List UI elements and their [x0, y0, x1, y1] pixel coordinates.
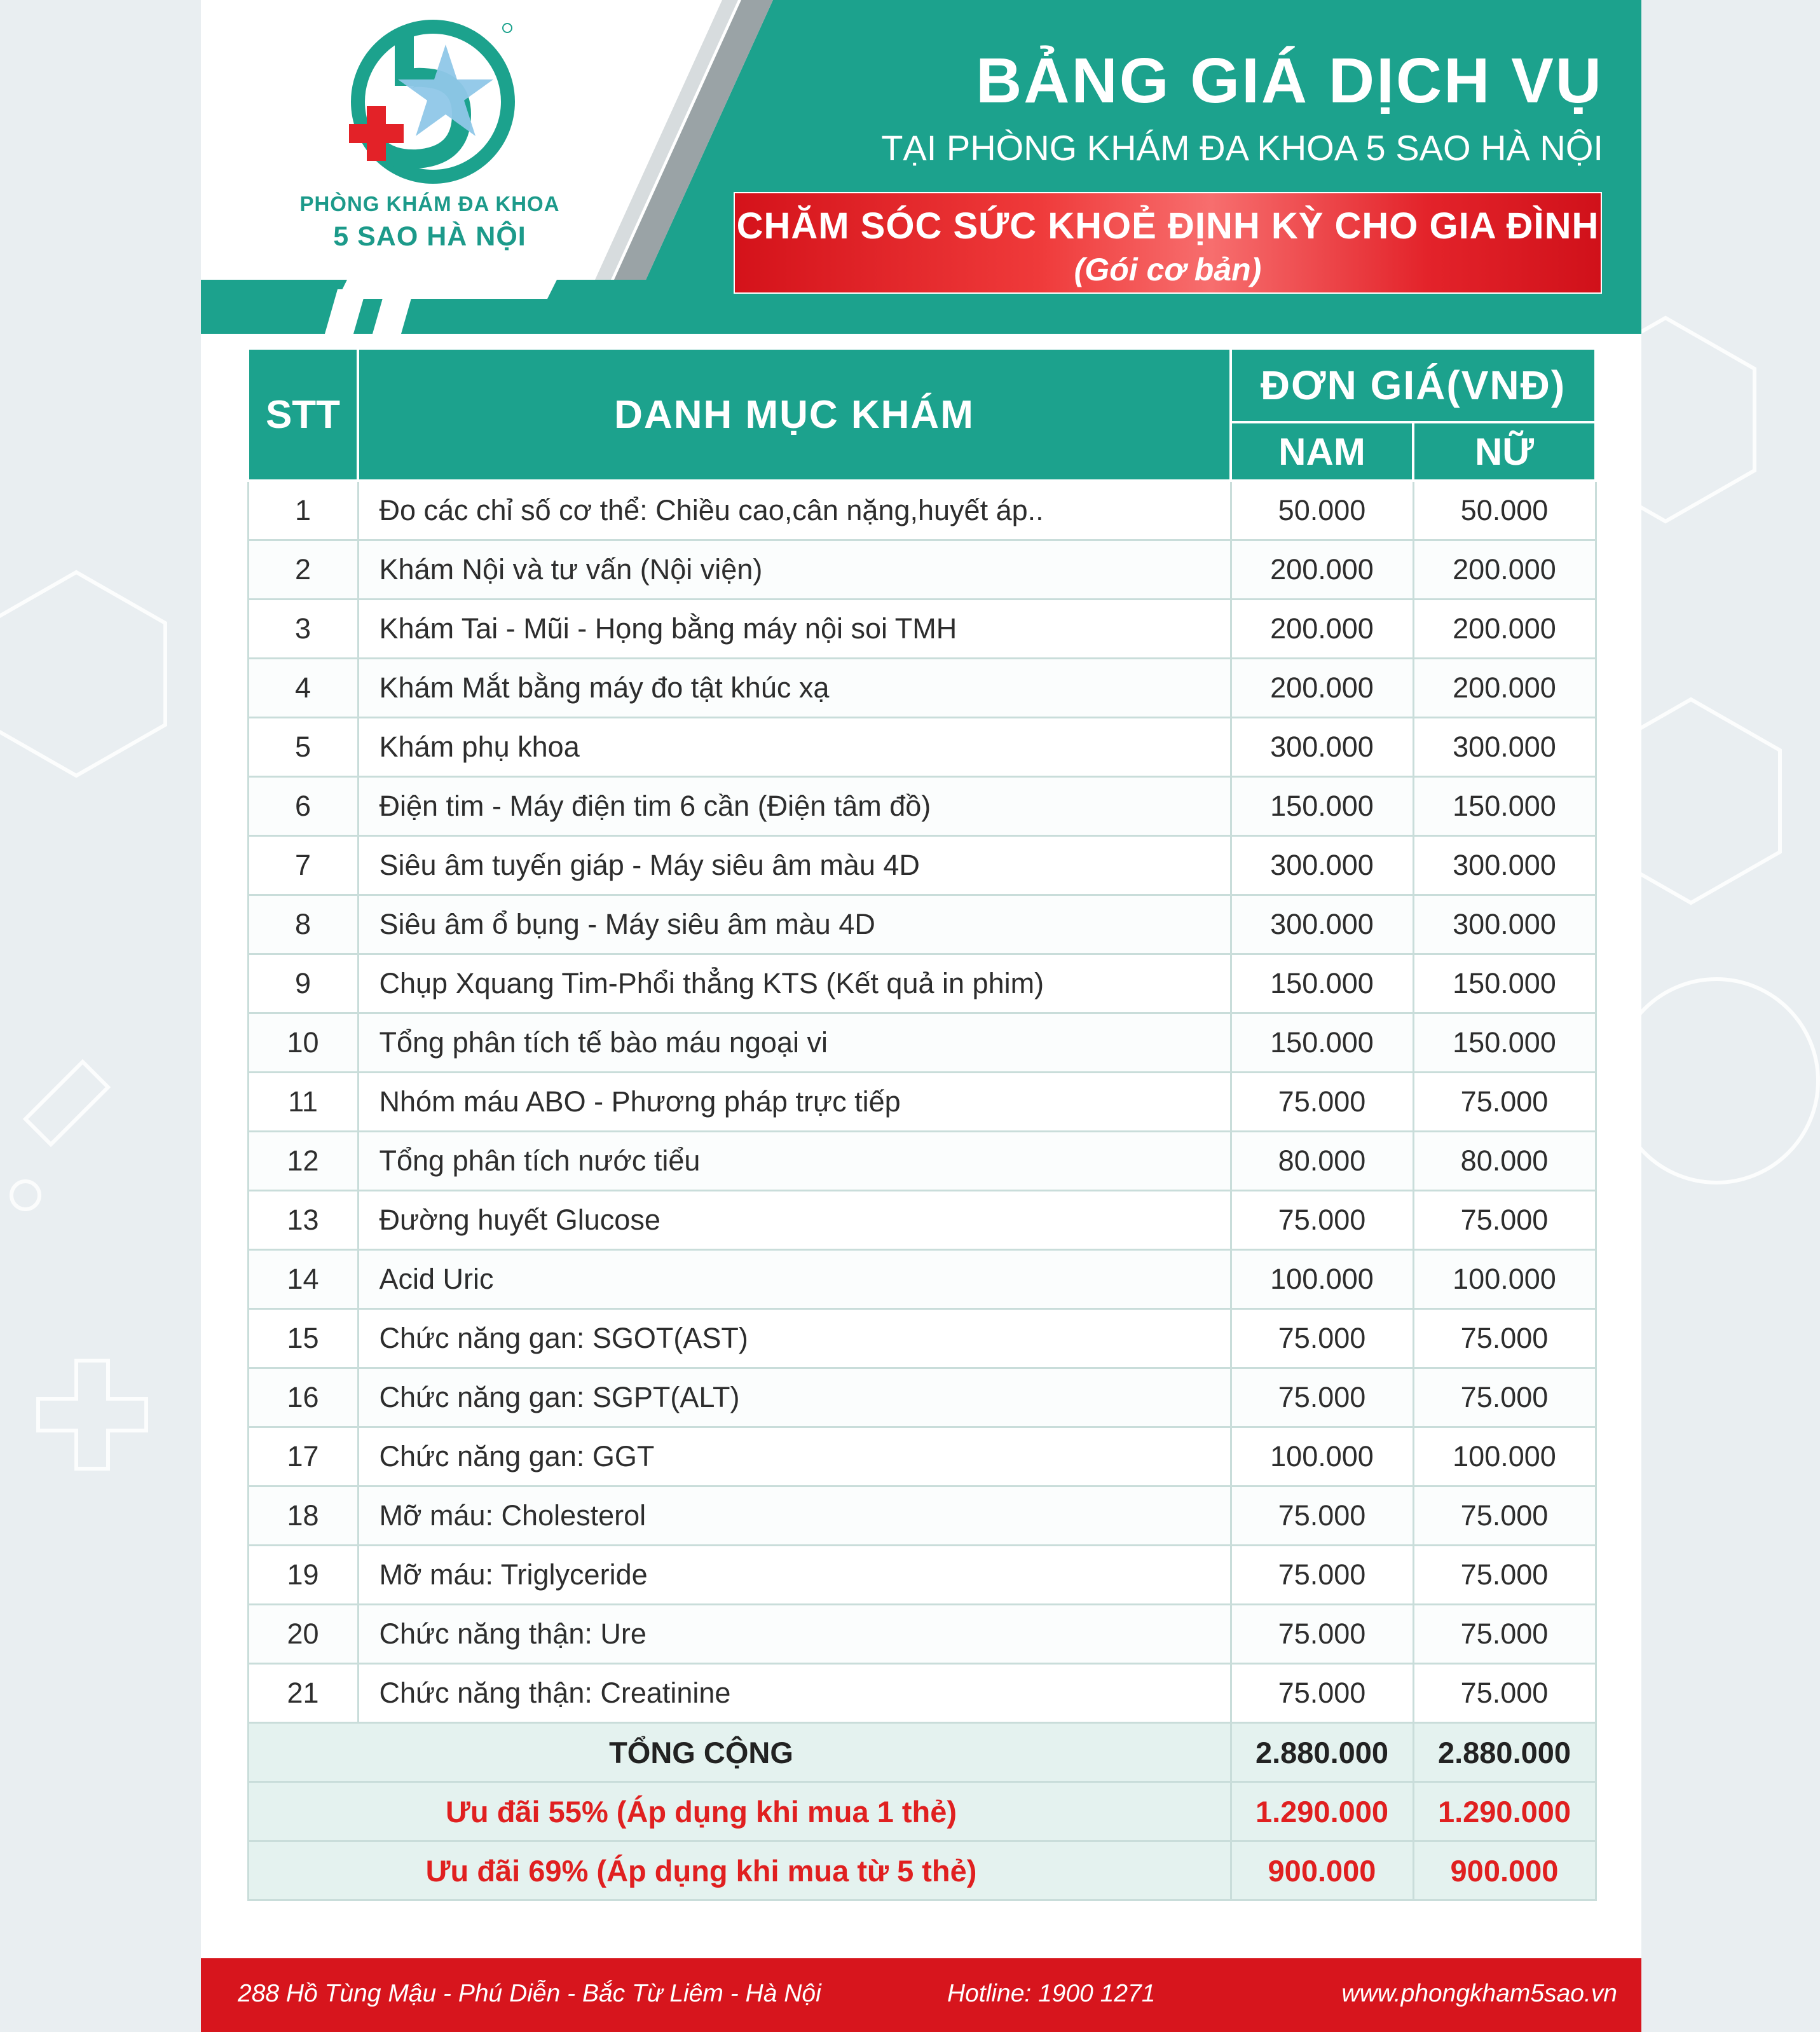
- promo-price-male: 900.000: [1231, 1841, 1413, 1900]
- row-service: Điện tim - Máy điện tim 6 cần (Điện tâm đồ): [358, 777, 1231, 836]
- header-stt: STT: [248, 348, 358, 481]
- row-price-female: 75.000: [1413, 1486, 1596, 1546]
- table-row: [248, 895, 1596, 954]
- header-female: NỮ: [1413, 422, 1596, 481]
- row-price-male: 200.000: [1231, 659, 1413, 718]
- row-price-male: 150.000: [1231, 954, 1413, 1013]
- logo-five-star-icon: [328, 19, 519, 191]
- table-row: [248, 1191, 1596, 1250]
- row-stt: 13: [248, 1191, 358, 1250]
- row-price-male: 75.000: [1231, 1664, 1413, 1723]
- row-price-male: 75.000: [1231, 1309, 1413, 1368]
- row-price-male: 75.000: [1231, 1486, 1413, 1546]
- total-price-male: 2.880.000: [1231, 1723, 1413, 1782]
- row-price-female: 100.000: [1413, 1250, 1596, 1309]
- footer-address: 288 Hồ Tùng Mậu - Phú Diễn - Bắc Từ Liêm - Hà Nội: [238, 1980, 821, 2007]
- row-price-female: 300.000: [1413, 718, 1596, 777]
- row-stt: 20: [248, 1605, 358, 1664]
- footer-website: www.phongkham5sao.vn: [1341, 1980, 1617, 2007]
- row-stt: 1: [248, 481, 358, 540]
- row-price-female: 300.000: [1413, 836, 1596, 895]
- row-stt: 6: [248, 777, 358, 836]
- table-row: [248, 1664, 1596, 1723]
- promo-label: Ưu đãi 55% (Áp dụng khi mua 1 thẻ): [248, 1782, 1231, 1841]
- row-service: Chức năng thận: Creatinine: [358, 1664, 1231, 1723]
- table-row: [248, 1309, 1596, 1368]
- page-title: BẢNG GIÁ DỊCH VỤ: [976, 45, 1603, 116]
- table-row: [248, 836, 1596, 895]
- row-service: Mỡ máu: Triglyceride: [358, 1546, 1231, 1605]
- table-row: [248, 1605, 1596, 1664]
- row-price-male: 75.000: [1231, 1191, 1413, 1250]
- header: [201, 0, 1641, 334]
- row-service: Siêu âm ổ bụng - Máy siêu âm màu 4D: [358, 895, 1231, 954]
- table-row: [248, 1132, 1596, 1191]
- row-price-male: 100.000: [1231, 1250, 1413, 1309]
- row-price-male: 75.000: [1231, 1546, 1413, 1605]
- row-price-male: 75.000: [1231, 1605, 1413, 1664]
- package-title: CHĂM SÓC SỨC KHOẺ ĐỊNH KỲ CHO GIA ĐÌNH: [736, 205, 1599, 247]
- table-row: [248, 1250, 1596, 1309]
- row-price-male: 75.000: [1231, 1073, 1413, 1132]
- row-price-male: 100.000: [1231, 1427, 1413, 1486]
- header-service: DANH MỤC KHÁM: [358, 348, 1231, 481]
- table-row: [248, 600, 1596, 659]
- footer: [201, 1958, 1641, 2032]
- promo-row: [248, 1782, 1596, 1841]
- row-price-female: 75.000: [1413, 1073, 1596, 1132]
- row-stt: 7: [248, 836, 358, 895]
- row-service: Khám phụ khoa: [358, 718, 1231, 777]
- row-price-female: 150.000: [1413, 954, 1596, 1013]
- row-price-female: 80.000: [1413, 1132, 1596, 1191]
- row-stt: 21: [248, 1664, 358, 1723]
- header-male: NAM: [1231, 422, 1413, 481]
- row-price-male: 200.000: [1231, 600, 1413, 659]
- row-stt: 17: [248, 1427, 358, 1486]
- row-stt: 2: [248, 540, 358, 600]
- table-row: [248, 540, 1596, 600]
- row-stt: 9: [248, 954, 358, 1013]
- row-service: Nhóm máu ABO - Phương pháp trực tiếp: [358, 1073, 1231, 1132]
- clinic-name-line2: 5 SAO HÀ NỘI: [333, 221, 526, 252]
- clinic-logo: [252, 19, 608, 286]
- row-price-female: 50.000: [1413, 481, 1596, 540]
- row-price-male: 150.000: [1231, 777, 1413, 836]
- row-price-female: 200.000: [1413, 600, 1596, 659]
- table-row: [248, 954, 1596, 1013]
- total-label: TỔNG CỘNG: [248, 1723, 1231, 1782]
- table-row: [248, 1073, 1596, 1132]
- price-poster: [201, 0, 1641, 2032]
- row-service: Siêu âm tuyến giáp - Máy siêu âm màu 4D: [358, 836, 1231, 895]
- row-price-male: 300.000: [1231, 718, 1413, 777]
- row-stt: 12: [248, 1132, 358, 1191]
- table-header-row: [248, 348, 1596, 422]
- row-price-female: 75.000: [1413, 1368, 1596, 1427]
- row-service: Khám Nội và tư vấn (Nội viện): [358, 540, 1231, 600]
- row-price-female: 75.000: [1413, 1191, 1596, 1250]
- row-service: Chức năng gan: GGT: [358, 1427, 1231, 1486]
- row-stt: 10: [248, 1013, 358, 1073]
- row-price-female: 75.000: [1413, 1309, 1596, 1368]
- row-price-male: 50.000: [1231, 481, 1413, 540]
- row-price-female: 75.000: [1413, 1546, 1596, 1605]
- row-price-female: 75.000: [1413, 1605, 1596, 1664]
- page-subtitle: TẠI PHÒNG KHÁM ĐA KHOA 5 SAO HÀ NỘI: [881, 128, 1603, 168]
- row-price-male: 200.000: [1231, 540, 1413, 600]
- row-price-female: 150.000: [1413, 1013, 1596, 1073]
- table-row: [248, 1427, 1596, 1486]
- row-price-male: 80.000: [1231, 1132, 1413, 1191]
- row-price-female: 200.000: [1413, 659, 1596, 718]
- row-price-female: 150.000: [1413, 777, 1596, 836]
- row-price-female: 300.000: [1413, 895, 1596, 954]
- table-row: [248, 1368, 1596, 1427]
- table-row: [248, 1013, 1596, 1073]
- row-stt: 4: [248, 659, 358, 718]
- row-stt: 15: [248, 1309, 358, 1368]
- header-unit-price: ĐƠN GIÁ(VNĐ): [1231, 348, 1596, 422]
- table-row: [248, 481, 1596, 540]
- table-row: [248, 1546, 1596, 1605]
- promo-row: [248, 1841, 1596, 1900]
- row-service: Chụp Xquang Tim-Phổi thẳng KTS (Kết quả in phim): [358, 954, 1231, 1013]
- row-price-female: 75.000: [1413, 1664, 1596, 1723]
- row-stt: 19: [248, 1546, 358, 1605]
- row-stt: 16: [248, 1368, 358, 1427]
- clinic-name-line1: PHÒNG KHÁM ĐA KHOA: [299, 192, 560, 216]
- row-service: Khám Mắt bằng máy đo tật khúc xạ: [358, 659, 1231, 718]
- row-service: Chức năng thận: Ure: [358, 1605, 1231, 1664]
- total-row: [248, 1723, 1596, 1782]
- row-stt: 14: [248, 1250, 358, 1309]
- table-row: [248, 718, 1596, 777]
- row-price-male: 75.000: [1231, 1368, 1413, 1427]
- total-price-female: 2.880.000: [1413, 1723, 1596, 1782]
- price-table: [247, 347, 1597, 1901]
- table-row: [248, 777, 1596, 836]
- row-service: Đường huyết Glucose: [358, 1191, 1231, 1250]
- promo-label: Ưu đãi 69% (Áp dụng khi mua từ 5 thẻ): [248, 1841, 1231, 1900]
- footer-hotline: Hotline: 1900 1271: [947, 1980, 1156, 2007]
- row-service: Mỡ máu: Cholesterol: [358, 1486, 1231, 1546]
- row-stt: 3: [248, 600, 358, 659]
- package-banner: [734, 192, 1602, 294]
- row-stt: 11: [248, 1073, 358, 1132]
- row-service: Chức năng gan: SGPT(ALT): [358, 1368, 1231, 1427]
- row-price-female: 200.000: [1413, 540, 1596, 600]
- row-price-female: 100.000: [1413, 1427, 1596, 1486]
- row-price-male: 300.000: [1231, 895, 1413, 954]
- row-price-male: 300.000: [1231, 836, 1413, 895]
- promo-price-male: 1.290.000: [1231, 1782, 1413, 1841]
- row-service: Khám Tai - Mũi - Họng bằng máy nội soi TMH: [358, 600, 1231, 659]
- table-row: [248, 1486, 1596, 1546]
- table-row: [248, 659, 1596, 718]
- row-stt: 18: [248, 1486, 358, 1546]
- package-subtitle: (Gói cơ bản): [1074, 252, 1262, 287]
- row-price-male: 150.000: [1231, 1013, 1413, 1073]
- row-service: Đo các chỉ số cơ thể: Chiều cao,cân nặng,huyết áp..: [358, 481, 1231, 540]
- promo-price-female: 1.290.000: [1413, 1782, 1596, 1841]
- row-stt: 8: [248, 895, 358, 954]
- row-service: Chức năng gan: SGOT(AST): [358, 1309, 1231, 1368]
- row-service: Tổng phân tích nước tiểu: [358, 1132, 1231, 1191]
- row-service: Tổng phân tích tế bào máu ngoại vi: [358, 1013, 1231, 1073]
- promo-price-female: 900.000: [1413, 1841, 1596, 1900]
- row-service: Acid Uric: [358, 1250, 1231, 1309]
- row-stt: 5: [248, 718, 358, 777]
